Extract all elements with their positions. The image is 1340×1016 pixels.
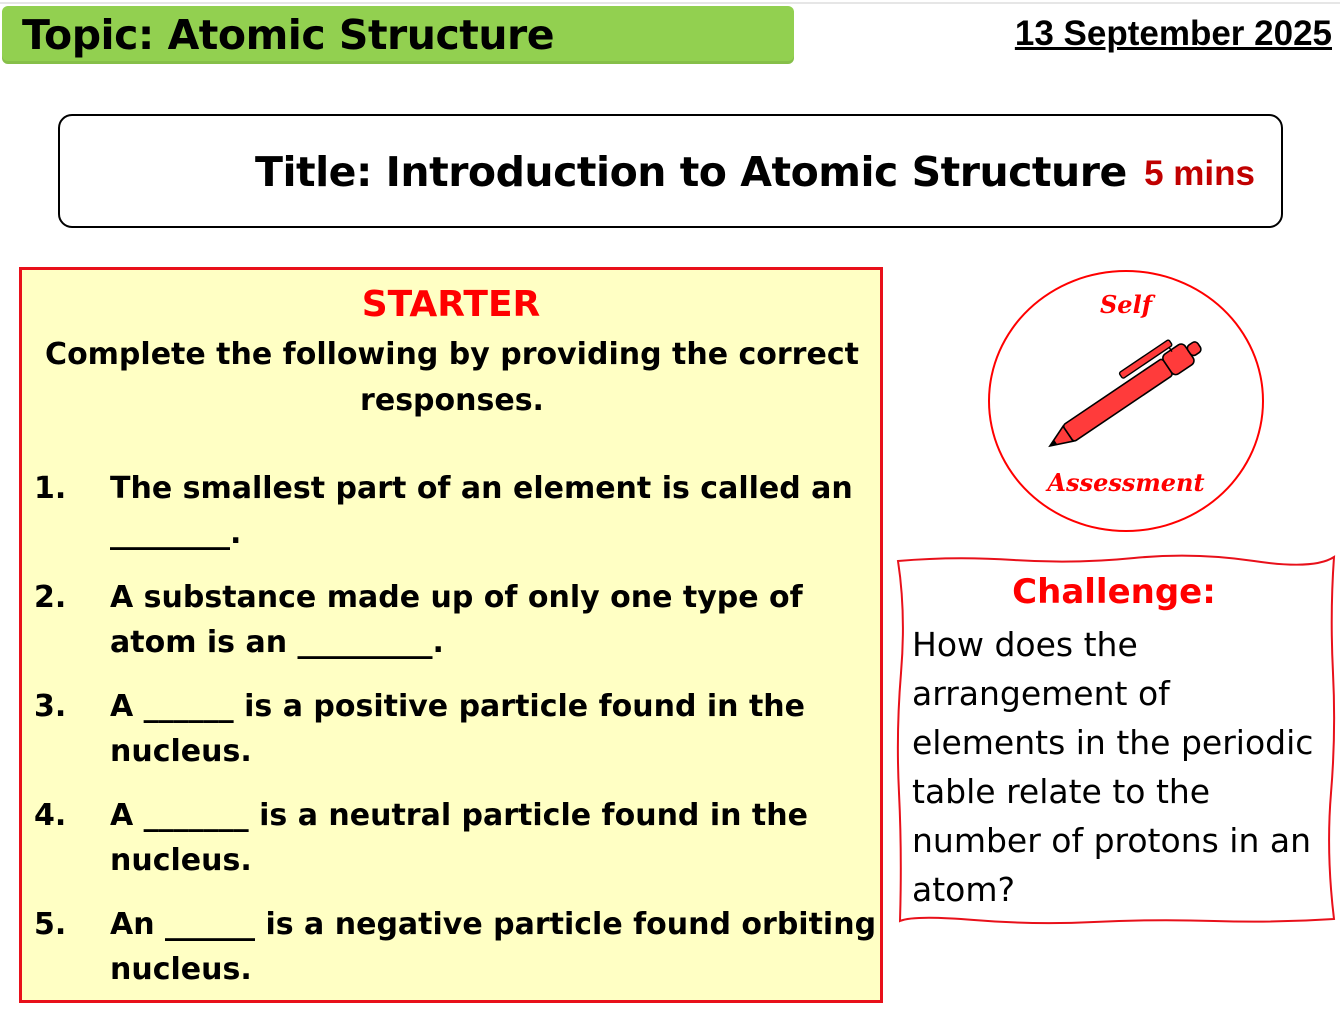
question-number: 1. xyxy=(34,471,67,506)
self-assessment-badge xyxy=(988,270,1264,532)
lesson-date: 13 September 2025 xyxy=(1014,14,1332,53)
question-number: 4. xyxy=(34,798,67,833)
starter-panel xyxy=(19,267,883,1003)
top-rule xyxy=(0,2,1340,4)
challenge-heading: Challenge: xyxy=(1012,572,1216,612)
question-number: 2. xyxy=(34,580,67,615)
topic-label: Topic: Atomic Structure xyxy=(22,11,555,59)
pen-icon xyxy=(1022,332,1232,457)
starter-heading: STARTER xyxy=(361,284,541,325)
self-label: Self xyxy=(1099,290,1153,319)
title-box xyxy=(58,114,1283,228)
lesson-title: Title: Introduction to Atomic Structure xyxy=(255,148,1127,196)
question-text: An ______ is a negative particle found orbiting nucleus. xyxy=(110,907,877,987)
question-text: The smallest part of an element is called an ________. xyxy=(110,471,853,551)
question-text: A substance made up of only one type of atom is an _________. xyxy=(110,580,803,660)
question-text: A ______ is a positive particle found in the nucleus. xyxy=(110,689,805,769)
assessment-label: Assessment xyxy=(1047,468,1205,497)
question-number: 5. xyxy=(34,907,67,942)
timer-label: 5 mins xyxy=(1144,154,1255,193)
starter-instructions: Complete the following by providing the correct responses. xyxy=(45,337,859,418)
question-number: 3. xyxy=(34,689,67,724)
topic-banner xyxy=(2,6,794,64)
question-text: A _______ is a neutral particle found in the nucleus. xyxy=(110,798,808,878)
challenge-question: How does the arrangement of elements in the periodic table relate to the number of protons in an atom? xyxy=(912,625,1314,909)
